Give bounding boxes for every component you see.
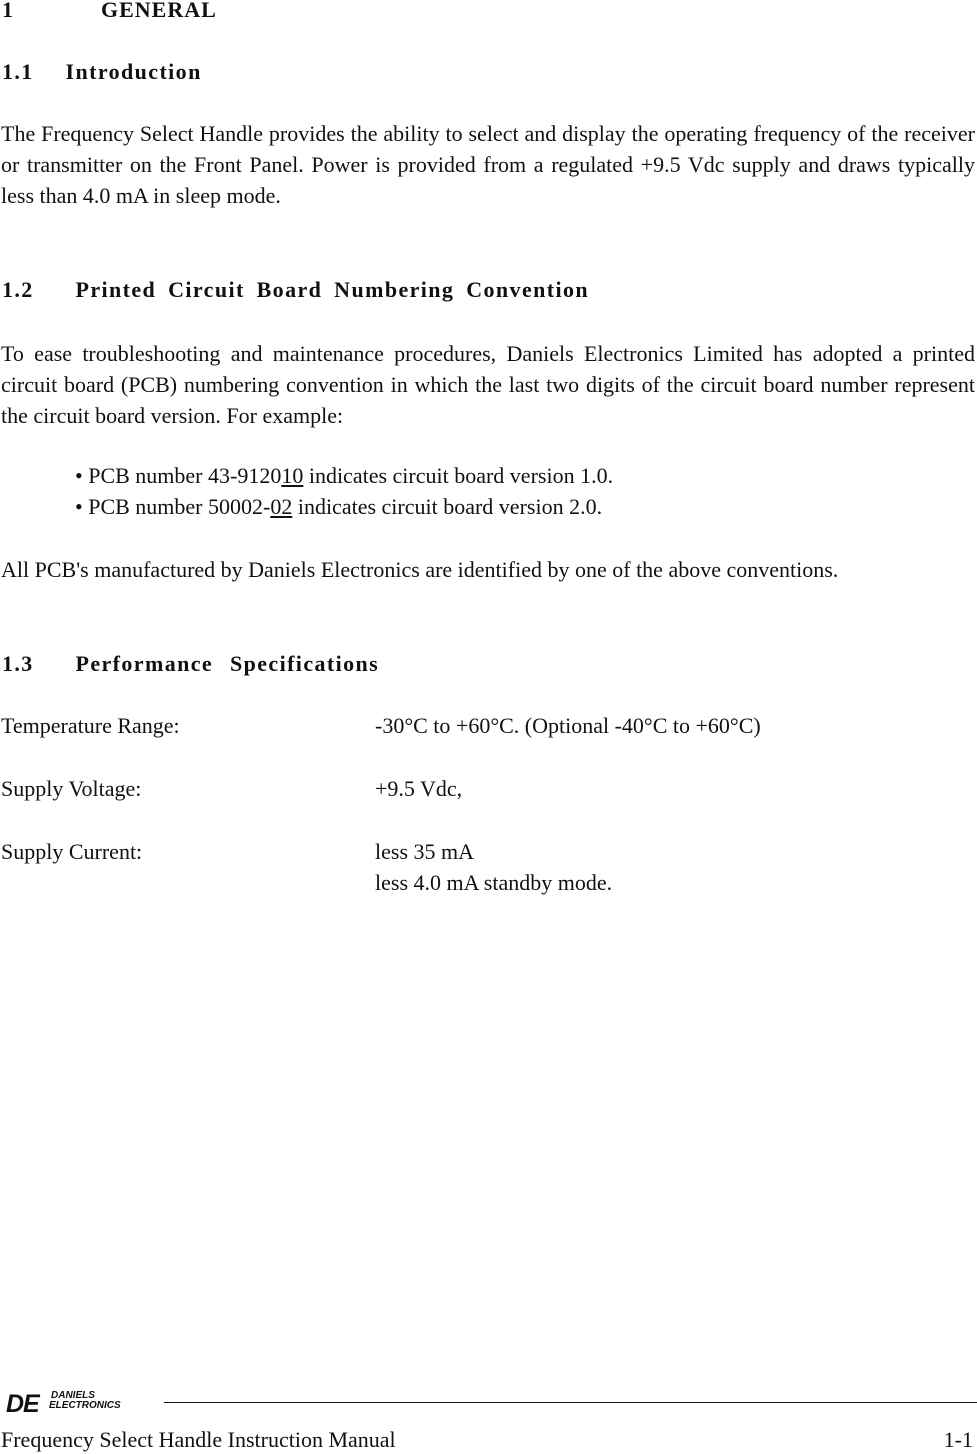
spec-value-supply-current: less 35 mA: [375, 839, 474, 864]
subsection-title: Printed Circuit Board Numbering Convention: [75, 277, 590, 302]
subsection-heading-introduction: [2, 59, 202, 85]
spec-value-temperature: -30°C to +60°C. (Optional -40°C to +60°C): [375, 713, 761, 738]
introduction-paragraph: The Frequency Select Handle provides the ability to select and display the operating frequency of the receiver or transmitter on the Front Panel. Power is provided from a regulated +9.5 Vdc supply and draws typically less than 4.0 mA in sleep mode.: [1, 121, 975, 208]
subsection-number: 1.2: [2, 277, 34, 302]
subsection-heading-pcb-numbering: [2, 277, 589, 303]
daniels-logo-mark: DE: [6, 1390, 39, 1418]
footer-page-number: 1-1: [943, 1427, 973, 1452]
spec-label-supply-voltage: Supply Voltage:: [1, 776, 142, 801]
section-number: 1: [2, 0, 14, 22]
logo-text-daniels: DANIELS: [51, 1390, 95, 1401]
footer-divider: [164, 1402, 977, 1403]
subsection-number: 1.1: [2, 59, 34, 84]
subsection-title: Performance Specifications: [75, 651, 380, 676]
spec-label-supply-current: Supply Current:: [1, 839, 143, 864]
footer-manual-title: Frequency Select Handle Instruction Manual: [1, 1427, 396, 1452]
spec-label-temperature: Temperature Range:: [1, 713, 180, 738]
logo-text-electronics: ELECTRONICS: [49, 1400, 121, 1411]
pcb-numbering-paragraph: To ease troubleshooting and maintenance procedures, Daniels Electronics Limited has adopted a printed circuit board (PCB) numbering convention in which the last two digits of the circuit board number represent the circuit board version. For example:: [1, 341, 975, 428]
pcb-closing-paragraph: All PCB's manufactured by Daniels Electronics are identified by one of the above conventions.: [1, 557, 839, 582]
subsection-number: 1.3: [2, 651, 34, 676]
pcb-example-item: • PCB number 50002-02 indicates circuit board version 2.0.: [75, 494, 603, 519]
section-heading: [2, 0, 217, 23]
spec-value-standby-current: less 4.0 mA standby mode.: [375, 870, 613, 895]
spec-value-supply-voltage: +9.5 Vdc,: [375, 776, 463, 801]
section-title: GENERAL: [101, 0, 217, 22]
subsection-title: Introduction: [65, 59, 202, 84]
pcb-example-item: • PCB number 43-912010 indicates circuit board version 1.0.: [75, 463, 614, 488]
subsection-heading-performance-specifications: [2, 651, 379, 677]
